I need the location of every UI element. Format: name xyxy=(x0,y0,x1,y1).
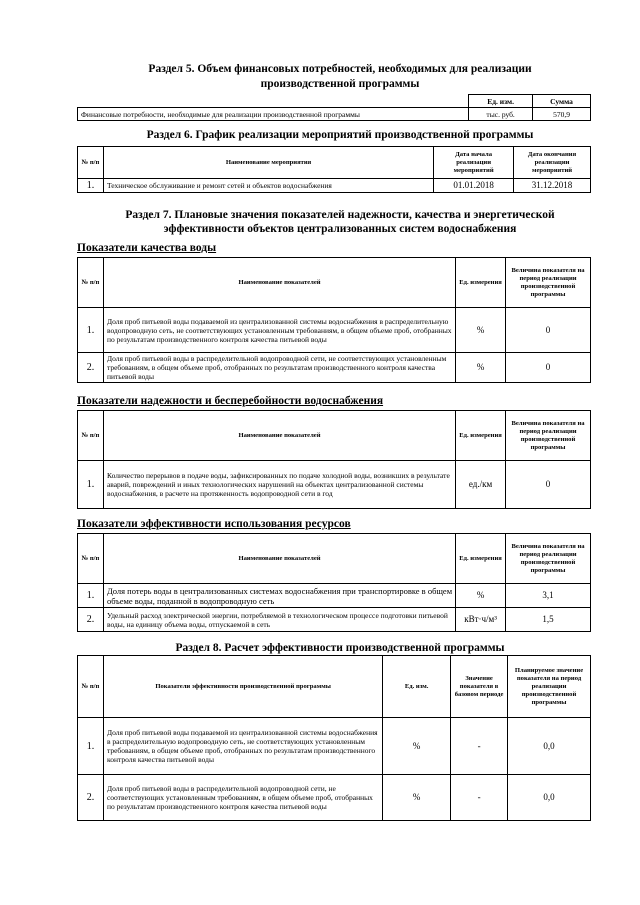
reliability-header-unit: Ед. измерения xyxy=(456,411,506,461)
s6-row-num: 1. xyxy=(78,179,104,193)
s5-row-sum: 570,9 xyxy=(533,108,591,121)
s8-row2-name: Доля проб питьевой воды в распределительной водопроводной сети, не соответствующих установленным требованиям, в общем объеме проб, отобранных по результатам производственного контроля качества питьевой воды xyxy=(103,775,382,821)
reliability-subtitle: Показатели надежности и бесперебойности водоснабжения xyxy=(77,395,384,407)
quality-subtitle: Показатели качества воды xyxy=(77,242,217,254)
efficiency-header-num: № п/п xyxy=(78,534,104,584)
reliability-header-value: Величина показателя на период реализации производственной программы xyxy=(506,411,591,461)
efficiency-header-unit: Ед. измерения xyxy=(456,534,506,584)
section7-title-line2: эффективности объектов централизованных систем водоснабжения xyxy=(163,223,517,235)
s5-row-unit: тыс. руб. xyxy=(469,108,533,121)
efficiency-row1-value: 3,1 xyxy=(506,584,591,608)
efficiency-row1-num: 1. xyxy=(78,584,104,608)
s5-header-sum: Сумма xyxy=(533,95,591,108)
s6-row-start: 01.01.2018 xyxy=(434,179,514,193)
section5-title-line2: производственной программы xyxy=(260,78,420,90)
s5-header-unit: Ед. изм. xyxy=(469,95,533,108)
s5-row-name: Финансовые потребности, необходимые для реализации производственной программы xyxy=(78,108,469,121)
reliability-row1-value: 0 xyxy=(506,461,591,509)
quality-header-unit: Ед. измерения xyxy=(456,258,506,308)
reliability-row1-name: Количество перерывов в подаче воды, зафиксированных по подаче холодной воды, возникших в результате аварий, повреждений и иных технологических нарушений на объектах централизованной системы водоснабжения, в расчете на протяженность водопроводной сети в год xyxy=(103,461,455,509)
efficiency-subtitle: Показатели эффективности использования ресурсов xyxy=(77,518,351,530)
section5-title-line1: Раздел 5. Объем финансовых потребностей, необходимых для реализации xyxy=(148,63,532,75)
section5-table xyxy=(77,94,591,121)
s8-row1-plan: 0,0 xyxy=(508,718,591,775)
s8-row1-num: 1. xyxy=(78,718,104,775)
s8-row2-plan: 0,0 xyxy=(508,775,591,821)
section8-table xyxy=(77,655,591,821)
efficiency-row2-unit: кВт·ч/м³ xyxy=(456,608,506,632)
quality-row2-value: 0 xyxy=(506,353,591,383)
efficiency-row2-num: 2. xyxy=(78,608,104,632)
quality-table xyxy=(77,257,591,383)
reliability-header-num: № п/п xyxy=(78,411,104,461)
section6-title: Раздел 6. График реализации мероприятий производственной программы xyxy=(146,129,534,141)
table-row xyxy=(78,179,591,193)
quality-row2-name: Доля проб питьевой воды в распределительной водопроводной сети, не соответствующих установленным требованиям, в общем объеме проб, отобранных по результатам производственного контроля качества питьевой воды xyxy=(103,353,455,383)
table-row xyxy=(78,718,591,775)
s6-header-end: Дата окончания реализации мероприятий xyxy=(514,147,591,179)
s8-header-base: Значение показателя в базовом периоде xyxy=(451,656,508,718)
quality-row2-num: 2. xyxy=(78,353,104,383)
s6-header-name: Наименование мероприятия xyxy=(103,147,433,179)
table-row xyxy=(78,353,591,383)
reliability-header-name: Наименование показателей xyxy=(103,411,455,461)
reliability-row1-num: 1. xyxy=(78,461,104,509)
s8-row2-num: 2. xyxy=(78,775,104,821)
table-row xyxy=(78,775,591,821)
section8-title: Раздел 8. Расчет эффективности производственной программы xyxy=(175,642,505,654)
efficiency-header-name: Наименование показателей xyxy=(103,534,455,584)
s8-row1-name: Доля проб питьевой воды подаваемой из централизованной системы водоснабжения в распределительную водопроводную сеть, не соответствующих установленным требованиям, в общем объеме проб, отобранных по результатам производственного контроля качества питьевой воды xyxy=(103,718,382,775)
s8-header-name: Показатели эффективности производственной программы xyxy=(103,656,382,718)
quality-row1-unit: % xyxy=(456,308,506,353)
s8-header-num: № п/п xyxy=(78,656,104,718)
reliability-row1-unit: ед./км xyxy=(456,461,506,509)
efficiency-row2-value: 1,5 xyxy=(506,608,591,632)
s8-row2-unit: % xyxy=(383,775,451,821)
quality-row2-unit: % xyxy=(456,353,506,383)
s6-row-end: 31.12.2018 xyxy=(514,179,591,193)
table-row xyxy=(78,608,591,632)
efficiency-table xyxy=(77,533,591,632)
quality-header-name: Наименование показателей xyxy=(103,258,455,308)
table-row xyxy=(78,461,591,509)
reliability-table xyxy=(77,410,591,509)
table-row xyxy=(78,308,591,353)
section6-table xyxy=(77,146,591,193)
s8-header-unit: Ед. изм. xyxy=(383,656,451,718)
section7-title-line1: Раздел 7. Плановые значения показателей надежности, качества и энергетической xyxy=(125,209,555,221)
s8-row1-unit: % xyxy=(383,718,451,775)
s6-header-num: № п/п xyxy=(78,147,104,179)
table-row xyxy=(78,584,591,608)
quality-header-num: № п/п xyxy=(78,258,104,308)
quality-row1-name: Доля проб питьевой воды подаваемой из централизованной системы водоснабжения в распределительную водопроводную сеть, не соответствующих установленным требованиям, в общем объеме проб, отобранных по результатам производственного контроля качества питьевой воды xyxy=(103,308,455,353)
s8-row2-base: - xyxy=(451,775,508,821)
s6-row-name: Техническое обслуживание и ремонт сетей и объектов водоснабжения xyxy=(103,179,433,193)
quality-header-value: Величина показателя на период реализации производственной программы xyxy=(506,258,591,308)
s6-header-start: Дата начала реализации мероприятий xyxy=(434,147,514,179)
efficiency-row1-name: Доля потерь воды в централизованных системах водоснабжения при транспортировке в общем объеме воды, поданной в водопроводную сеть xyxy=(103,584,455,608)
efficiency-header-value: Величина показателя на период реализации производственной программы xyxy=(506,534,591,584)
s8-header-plan: Планируемое значение показателя на период реализации производственной программы xyxy=(508,656,591,718)
efficiency-row1-unit: % xyxy=(456,584,506,608)
s8-row1-base: - xyxy=(451,718,508,775)
quality-row1-num: 1. xyxy=(78,308,104,353)
quality-row1-value: 0 xyxy=(506,308,591,353)
efficiency-row2-name: Удельный расход электрической энергии, потребляемой в технологическом процессе подготовки питьевой воды, на единицу объема воды, отпускаемой в сеть xyxy=(103,608,455,632)
